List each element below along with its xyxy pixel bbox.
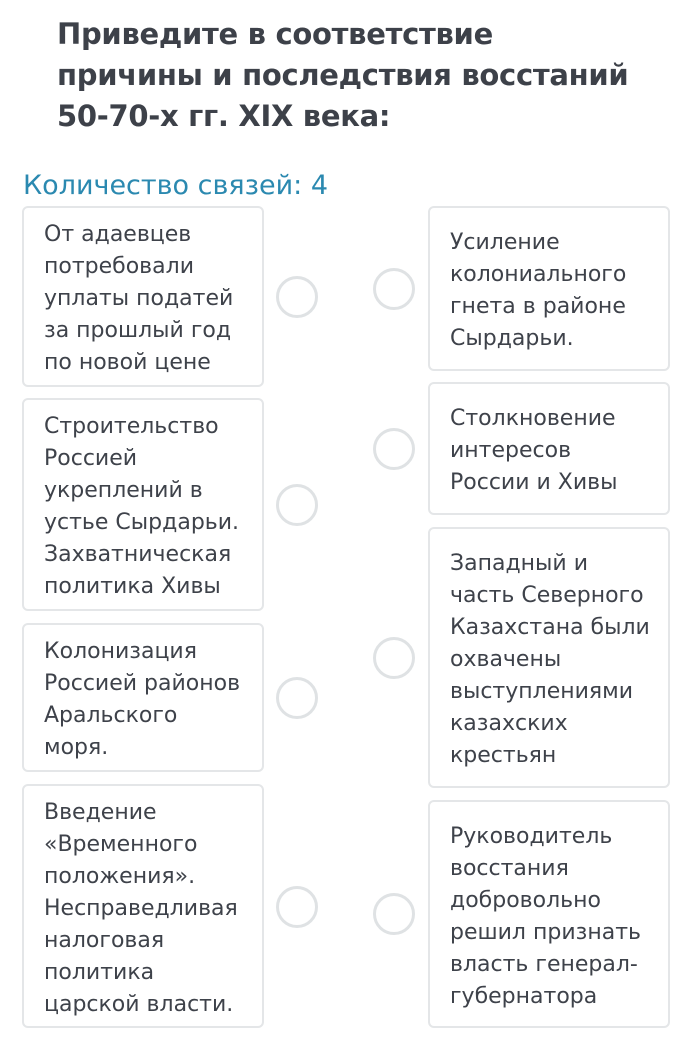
right-item-2[interactable]: Столкновение интересов России и Хивы	[428, 382, 670, 515]
right-item-4[interactable]: Руководитель восстания добровольно решил признать власть генерал- губернатора	[428, 800, 670, 1028]
connections-count: Количество связей: 4	[23, 170, 329, 201]
right-item-1[interactable]: Усиление колониального гнета в районе Сырдарьи.	[428, 206, 670, 371]
right-connector-1[interactable]	[373, 268, 415, 310]
left-item-3[interactable]: Колонизация Россией районов Аральского моря.	[22, 623, 264, 772]
left-connector-4[interactable]	[276, 886, 318, 928]
left-item-4[interactable]: Введение «Временного положения». Несправедливая налоговая политика царской власти.	[22, 784, 264, 1028]
left-item-1[interactable]: От адаевцев потребовали уплаты податей за прошлый год по новой цене	[22, 206, 264, 387]
right-item-3[interactable]: Западный и часть Северного Казахстана были охвачены выступлениями казахских крестьян	[428, 527, 670, 788]
right-connector-4[interactable]	[373, 893, 415, 935]
left-item-2[interactable]: Строительство Россией укреплений в устье Сырдарьи. Захватническая политика Хивы	[22, 398, 264, 611]
right-connector-2[interactable]	[373, 428, 415, 470]
right-connector-3[interactable]	[373, 637, 415, 679]
left-connector-2[interactable]	[276, 484, 318, 526]
left-connector-1[interactable]	[276, 276, 318, 318]
question-title: Приведите в соответствие причины и последствия восстаний 50-70-х гг. XIX века:	[57, 17, 629, 133]
left-connector-3[interactable]	[276, 677, 318, 719]
